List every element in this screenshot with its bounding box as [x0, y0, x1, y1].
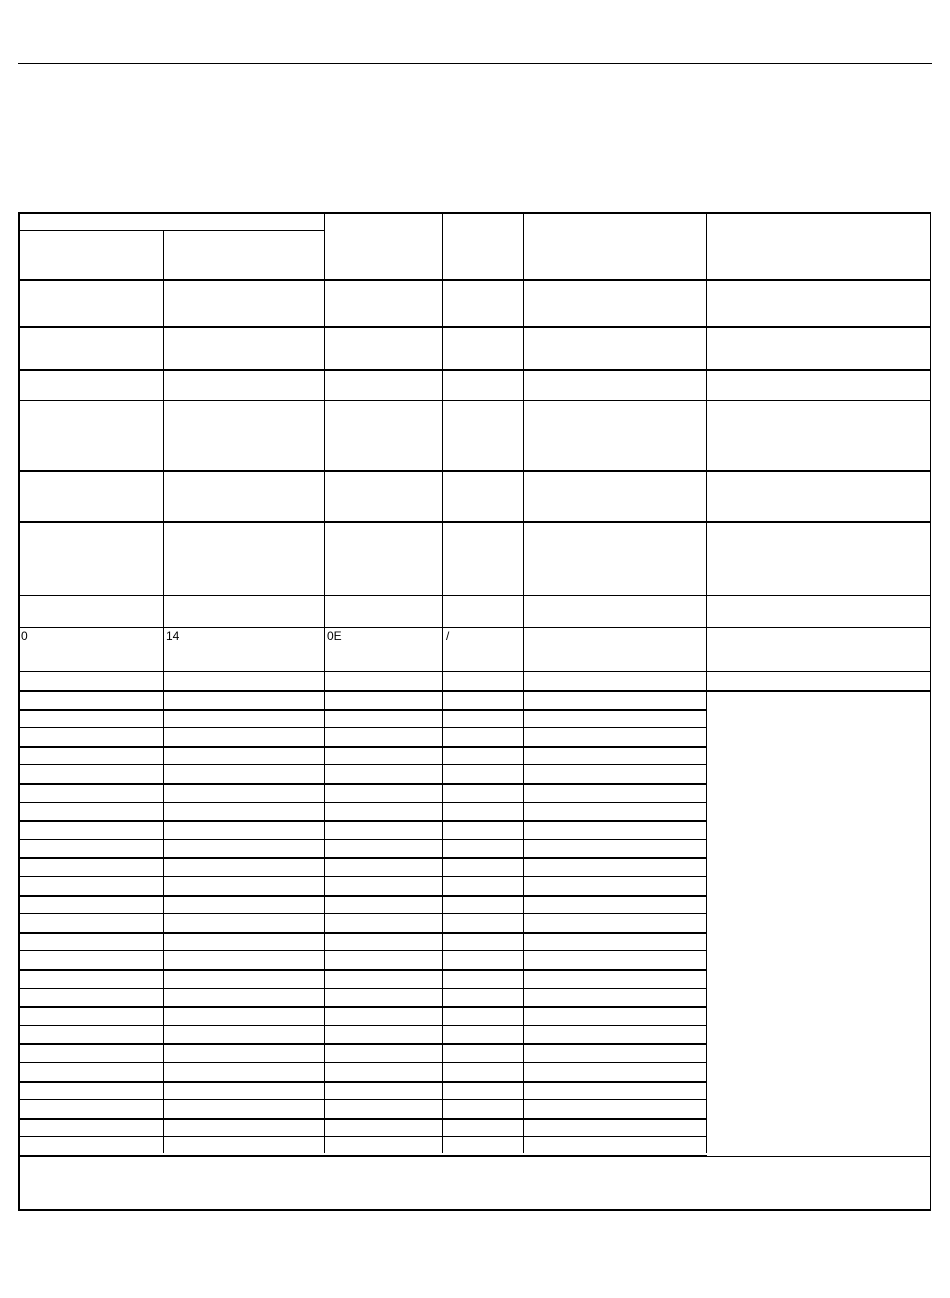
row-divider-compact	[18, 820, 707, 822]
column-divider	[324, 279, 325, 691]
row-divider-compact	[18, 932, 707, 934]
row-divider-compact	[18, 746, 707, 748]
header-col2-divider	[163, 231, 164, 280]
row-divider-compact	[18, 1043, 707, 1045]
column-divider-lower	[523, 690, 524, 1153]
row-divider-full	[18, 595, 931, 596]
row-divider-compact	[18, 709, 707, 711]
column-divider-lower	[163, 690, 164, 1153]
column-divider	[706, 279, 707, 691]
row-divider-compact	[18, 950, 707, 951]
row-divider-compact	[18, 1006, 707, 1008]
cell-data-col3: 0E	[327, 629, 342, 643]
row-divider-full	[18, 400, 931, 401]
row-divider-full	[18, 521, 931, 523]
row-divider-compact	[18, 1136, 707, 1137]
row-divider-compact	[18, 1118, 707, 1120]
row-divider-compact	[18, 802, 707, 803]
header-group-divider	[18, 230, 325, 231]
column-divider	[442, 279, 443, 691]
column-divider-lower	[442, 690, 443, 1153]
column-divider-lower-right	[706, 690, 707, 1153]
row-divider-full	[18, 279, 931, 281]
cell-data-col1: 0	[21, 629, 28, 643]
header-col3-divider	[324, 231, 325, 280]
row-divider-compact	[18, 839, 707, 840]
row-divider-full	[18, 470, 931, 472]
column-divider	[163, 279, 164, 691]
row-divider-compact	[18, 969, 707, 971]
row-divider-compact	[18, 1081, 707, 1083]
row-divider-compact	[18, 857, 707, 859]
table-right-border	[930, 212, 931, 1211]
row-divider-compact	[18, 895, 707, 897]
row-divider-compact	[18, 727, 707, 728]
row-divider-full	[18, 627, 931, 628]
cell-data-col4: /	[446, 629, 450, 643]
row-divider-compact	[18, 876, 707, 877]
table-top-border	[18, 212, 931, 214]
row-divider-full	[18, 671, 931, 672]
cell-data-col2: 14	[166, 629, 180, 643]
row-divider-compact	[18, 913, 707, 914]
row-divider-compact	[18, 764, 707, 765]
row-divider-compact	[18, 988, 707, 989]
footer-notes-box	[18, 1157, 930, 1210]
header-group-right	[324, 212, 325, 232]
header-col6-divider	[706, 212, 707, 280]
header-col4-divider	[442, 212, 443, 280]
row-divider-compact	[18, 1025, 707, 1026]
row-divider-compact	[18, 1062, 707, 1063]
column-divider-lower	[324, 690, 325, 1153]
row-divider-full	[18, 326, 931, 328]
row-divider-full	[18, 369, 931, 371]
header-col5-divider	[523, 212, 524, 280]
column-divider	[523, 279, 524, 691]
row-divider-full	[18, 690, 931, 692]
row-divider-compact	[18, 1099, 707, 1100]
row-divider-compact	[18, 783, 707, 785]
